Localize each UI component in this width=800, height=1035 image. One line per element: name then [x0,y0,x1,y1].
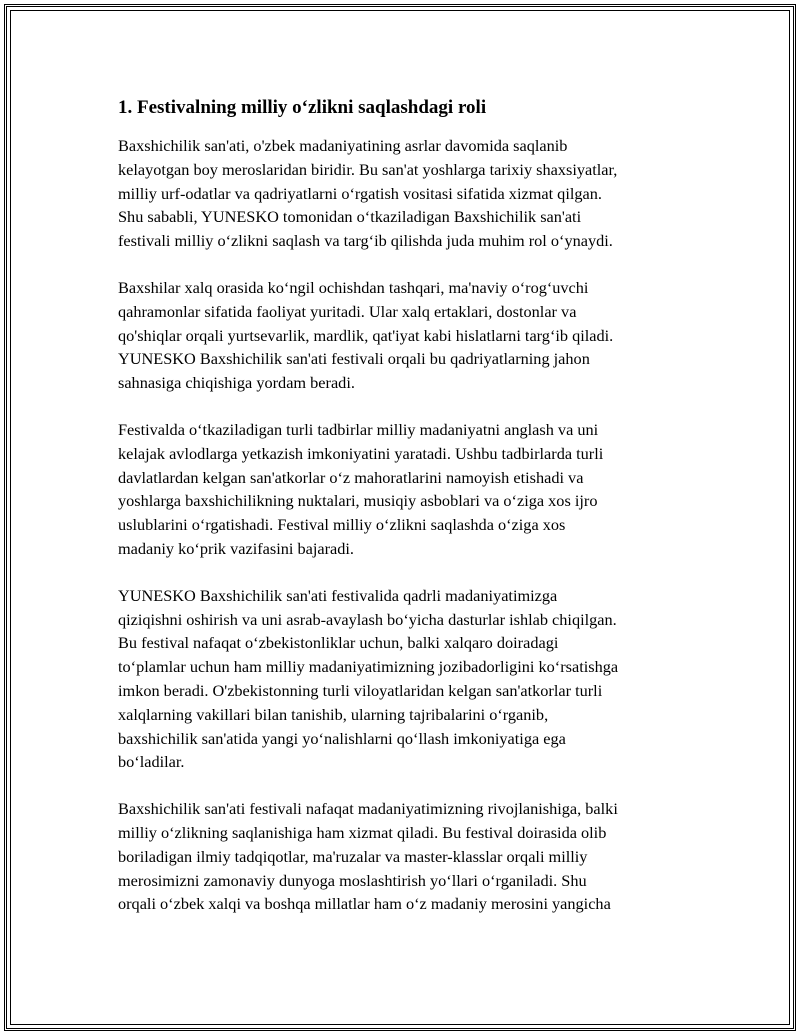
text-line: kelajak avlodlarga yetkazish imkoniyatini yaratadi. Ushbu tadbirlarda turli [118,443,604,463]
text-line: orqali oʻzbek xalqi va boshqa millatlar ham oʻz madaniy merosini yangicha [118,894,611,914]
section-heading: 1. Festivalning milliy oʻzlikni saqlashdagi roli [118,97,487,118]
text-line: Baxshilar xalq orasida koʻngil ochishdan tashqari, ma'naviy oʻrogʻuvchi [118,277,589,297]
text-line: milliy urf-odatlar va qadriyatlarni oʻrgatish vositasi sifatida xizmat qilgan. [118,183,602,203]
text-line: yoshlarga baxshichilikning nuktalari, musiqiy asboblari va oʻziga xos ijro [118,491,598,511]
text-line: merosimizni zamonaviy dunyoga moslashtirish yoʻllari oʻrganiladi. Shu [118,870,587,890]
text-line: toʻplamlar uchun ham milliy madaniyatimizning jozibadorligini koʻrsatishga [118,657,619,677]
text-line: uslublarini oʻrgatishadi. Festival milliy oʻzlikni saqlashda oʻziga xos [118,515,566,535]
paragraph-5 [118,797,692,916]
text-line: Shu sababli, YUNESKO tomonidan oʻtkaziladigan Baxshichilik san'ati [118,207,582,227]
text-line: qiziqishni oshirish va uni asrab-avaylash boʻyicha dasturlar ishlab chiqilgan. [118,609,617,629]
document-body [118,96,692,939]
text-line: madaniy koʻprik vazifasini bajaradi. [118,538,354,558]
text-line: qo'shiqlar orqali yurtsevarlik, mardlik, qat'iyat kabi hislatlarni targʻib qiladi. [118,325,614,345]
paragraph-4 [118,584,692,774]
text-line: davlatlardan kelgan san'atkorlar oʻz mahoratlarini namoyish etishadi va [118,467,584,487]
text-line: YUNESKO Baxshichilik san'ati festivali orqali bu qadriyatlarning jahon [118,349,590,369]
text-line: boriladigan ilmiy tadqiqotlar, ma'ruzalar va master-klasslar orqali milliy [118,846,588,866]
text-line: milliy oʻzlikning saqlanishiga ham xizmat qiladi. Bu festival doirasida olib [118,822,607,842]
text-line: Festivalda oʻtkaziladigan turli tadbirlar milliy madaniyatni anglash va uni [118,419,599,439]
text-line: xalqlarning vakillari bilan tanishib, ularning tajribalarini oʻrganib, [118,704,549,724]
text-line: imkon beradi. O'zbekistonning turli viloyatlaridan kelgan san'atkorlar turli [118,680,603,700]
text-line: qahramonlar sifatida faoliyat yuritadi. Ular xalq ertaklari, dostonlar va [118,301,577,321]
text-line: Baxshichilik san'ati festivali nafaqat madaniyatimizning rivojlanishiga, balki [118,799,618,819]
paragraph-3 [118,418,692,561]
text-line: baxshichilik san'atida yangi yoʻnalishlarni qoʻllash imkoniyatiga ega [118,728,566,748]
text-line: boʻladilar. [118,752,185,772]
text-line: kelayotgan boy meroslaridan biridir. Bu san'at yoshlarga tarixiy shaxsiyatlar, [118,159,618,179]
text-line: Baxshichilik san'ati, o'zbek madaniyatining asrlar davomida saqlanib [118,136,568,155]
text-line: YUNESKO Baxshichilik san'ati festivalida qadrli madaniyatimizga [118,585,558,605]
text-line: Bu festival nafaqat oʻzbekistonliklar uchun, balki xalqaro doiradagi [118,633,559,653]
paragraph-2 [118,276,692,395]
text-line: festivali milliy oʻzlikni saqlash va targʻib qilishda juda muhim rol oʻynaydi. [118,231,613,251]
paragraph-1 [118,134,692,253]
text-line: sahnasiga chiqishiga yordam beradi. [118,373,355,393]
